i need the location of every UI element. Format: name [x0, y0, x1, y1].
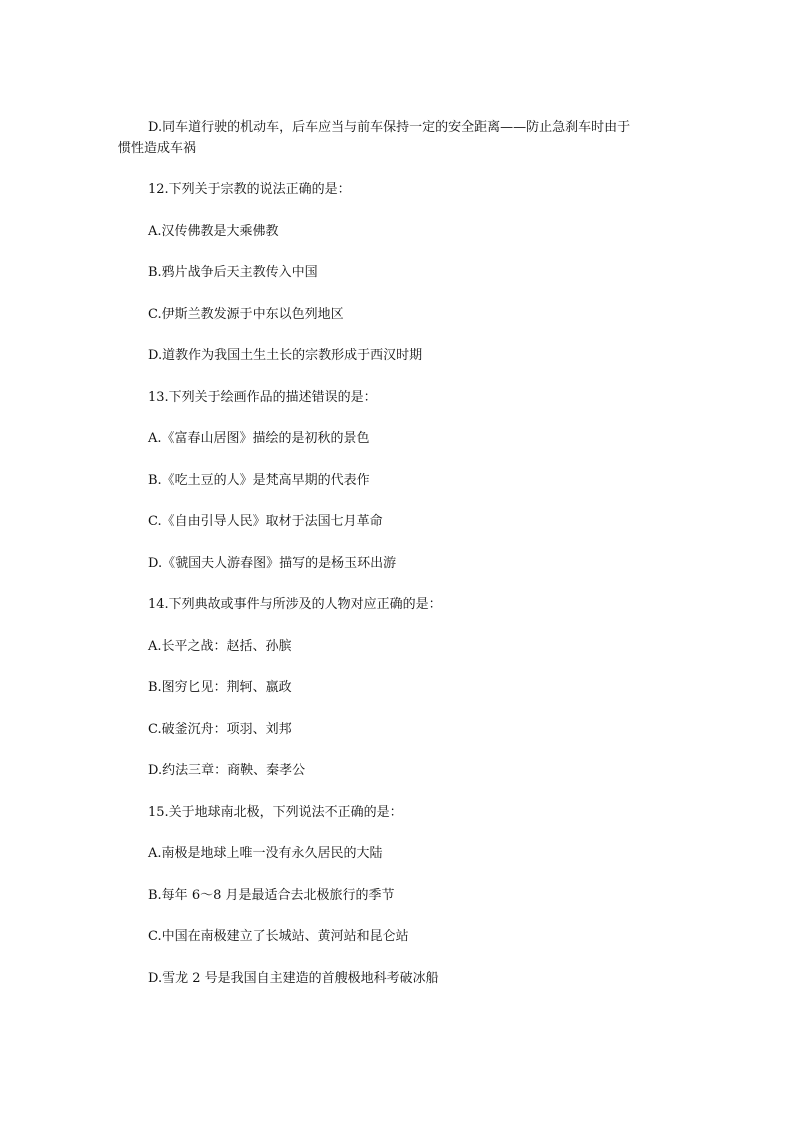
q12-option-b: B.鸦片战争后天主教传入中国: [148, 265, 318, 280]
q15-question: 15.关于地球南北极，下列说法不正确的是：: [148, 805, 403, 820]
q15-option-d: D.雪龙 2 号是我国自主建造的首艘极地科考破冰船: [148, 971, 439, 986]
q15-option-b: B.每年 6～8 月是最适合去北极旅行的季节: [148, 888, 395, 903]
q14-question: 14.下列典故或事件与所涉及的人物对应正确的是：: [148, 597, 442, 612]
q13-option-c: C.《自由引导人民》取材于法国七月革命: [148, 514, 383, 529]
q14-option-b: B.图穷匕见：荆轲、嬴政: [148, 680, 292, 695]
q11-option-d-line2: 惯性造成车祸: [118, 141, 197, 156]
q12-option-c: C.伊斯兰教发源于中东以色列地区: [148, 307, 344, 322]
q13-option-b: B.《吃土豆的人》是梵高早期的代表作: [148, 473, 370, 488]
q14-option-a: A.长平之战：赵括、孙膑: [148, 639, 292, 654]
q13-option-d: D.《虢国夫人游春图》描写的是杨玉环出游: [148, 556, 397, 571]
q12-option-a: A.汉传佛教是大乘佛教: [148, 224, 279, 239]
q13-option-a: A.《富春山居图》描绘的是初秋的景色: [148, 431, 370, 446]
q12-question: 12.下列关于宗教的说法正确的是：: [148, 182, 351, 197]
q14-option-d: D.约法三章：商鞅、秦孝公: [148, 763, 306, 778]
q15-option-c: C.中国在南极建立了长城站、黄河站和昆仑站: [148, 929, 409, 944]
q14-option-c: C.破釜沉舟：项羽、刘邦: [148, 722, 292, 737]
q13-question: 13.下列关于绘画作品的描述错误的是：: [148, 390, 377, 405]
q11-option-d-line1: D.同车道行驶的机动车，后车应当与前车保持一定的安全距离——防止急刹车时由于: [148, 120, 631, 135]
q12-option-d: D.道教作为我国土生土长的宗教形成于西汉时期: [148, 348, 423, 363]
q15-option-a: A.南极是地球上唯一没有永久居民的大陆: [148, 846, 383, 861]
